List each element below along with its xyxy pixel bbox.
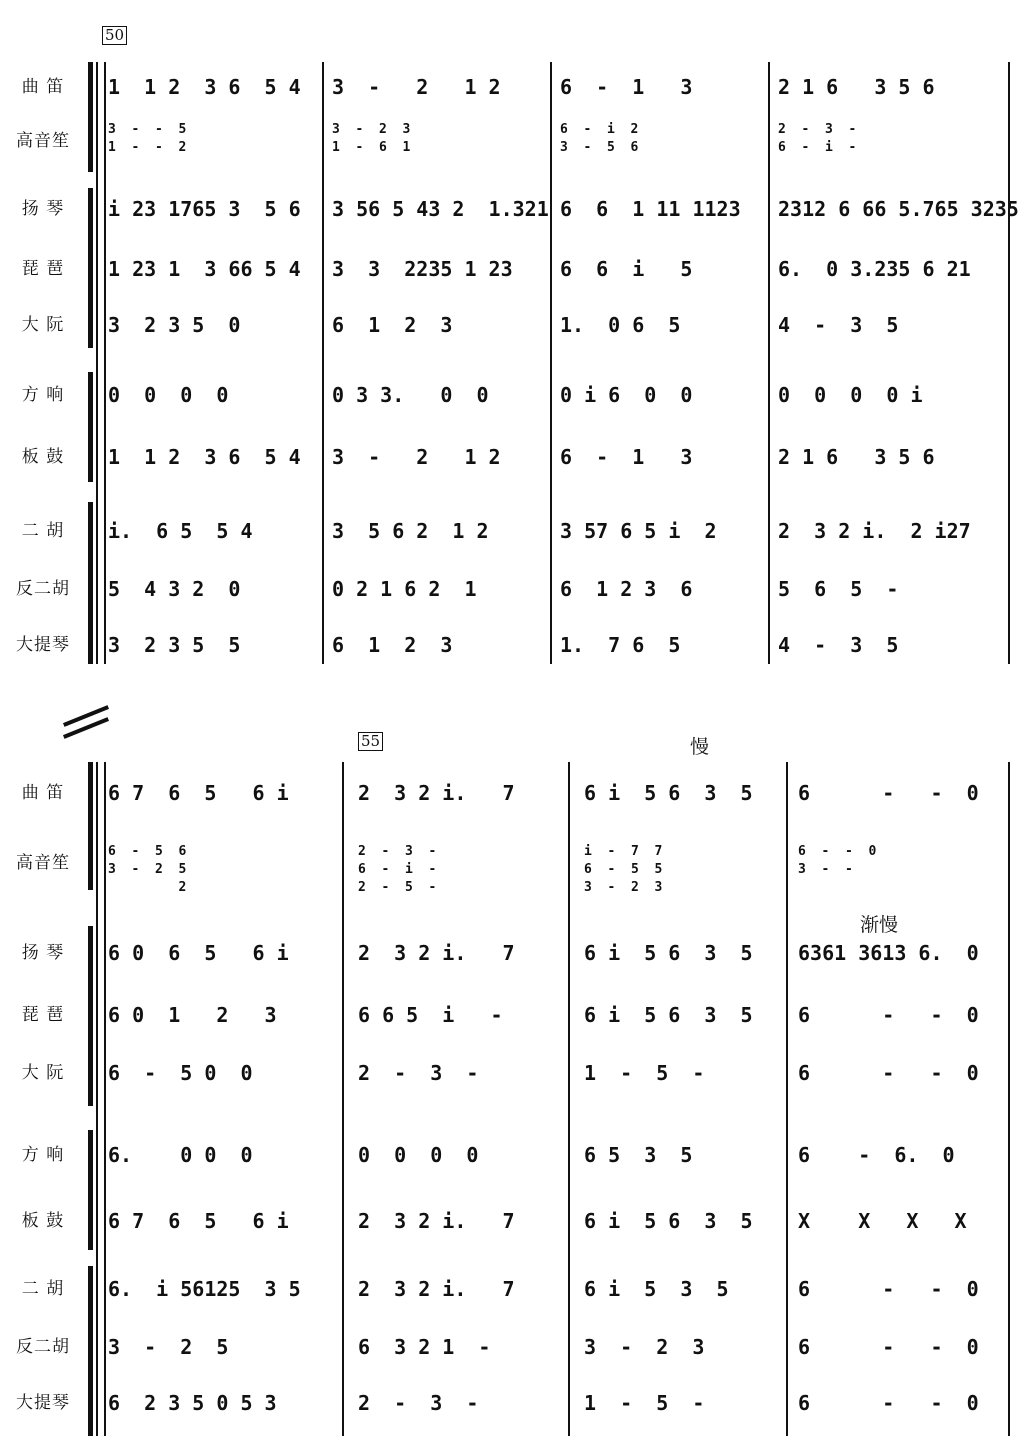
- measure: 3 3 2235 1 23: [332, 257, 513, 281]
- staff-row: [0, 194, 1024, 224]
- measure: 1. 0 6 5: [560, 313, 681, 337]
- measure: 2 3 2 i. 2 i27: [778, 519, 971, 543]
- measure: 0 i 6 0 0: [560, 383, 693, 407]
- measure: 6 - - 0: [798, 781, 979, 805]
- measure: 6 - - 0: [798, 1277, 979, 1301]
- chord-line: 3 - - 5: [108, 122, 187, 137]
- staff-row: [0, 118, 1024, 162]
- staff-row: [0, 574, 1024, 604]
- chord-line: 3 - -: [798, 862, 877, 877]
- measure: 6. 0 3.235 6 21: [778, 257, 971, 281]
- measure: 3 5 6 2 1 2: [332, 519, 489, 543]
- instrument-label: 大 阮: [21, 315, 65, 335]
- measure: 6 i 5 6 3 5: [584, 941, 753, 965]
- chord-line: 6 - - 0: [798, 844, 877, 859]
- chord-line: 2 - 3 -: [778, 122, 857, 137]
- instrument-label: 二 胡: [21, 1279, 65, 1299]
- measure: 5 6 5 -: [778, 577, 899, 601]
- staff-row: [0, 1206, 1024, 1236]
- instrument-label: 大提琴: [16, 1393, 70, 1413]
- chord-line: 6 - 5 5: [584, 862, 663, 877]
- staff-row: [0, 1000, 1024, 1030]
- chord-line: 6 - i -: [778, 140, 857, 155]
- measure: 6 1 2 3 6: [560, 577, 693, 601]
- staff-row: [0, 380, 1024, 410]
- measure: [358, 840, 564, 895]
- measure: 3 - 2 1 2: [332, 75, 501, 99]
- instrument-label: 高音笙: [16, 131, 70, 151]
- measure: 1 - 5 -: [584, 1391, 705, 1415]
- measure: 6 i 5 6 3 5: [584, 1003, 753, 1027]
- measure: 6 - 6. 0: [798, 1143, 955, 1167]
- measure: 3 2 3 5 0: [108, 313, 241, 337]
- measure: 2 3 2 i. 7: [358, 1277, 515, 1301]
- instrument-label: 大 阮: [21, 1063, 65, 1083]
- instrument-label: 大提琴: [16, 635, 70, 655]
- chord-line: 3 - 2 5: [108, 862, 187, 877]
- chord-line: 1 - - 2: [108, 140, 187, 155]
- instrument-label: 扬 琴: [21, 199, 65, 219]
- staff-row: [0, 1140, 1024, 1170]
- measure: 6 i 5 6 3 5: [584, 1209, 753, 1233]
- measure: [560, 118, 764, 162]
- chord-line: 3 - 5 6: [560, 140, 639, 155]
- measure: 6 6 i 5: [560, 257, 693, 281]
- measure: 2 1 6 3 5 6: [778, 75, 935, 99]
- tempo-mark-slow: 慢: [690, 736, 710, 758]
- chord-line: 3 - 2 3: [332, 122, 411, 137]
- measure: 6 - 5 0 0: [108, 1061, 253, 1085]
- measure: 6 - - 0: [798, 1003, 979, 1027]
- chord-line: 6 - i 2: [560, 122, 639, 137]
- instrument-label: 方 响: [21, 385, 65, 405]
- measure: 6 5 3 5: [584, 1143, 693, 1167]
- measure: 1 - 5 -: [584, 1061, 705, 1085]
- measure: 6 0 1 2 3: [108, 1003, 277, 1027]
- measure: [584, 840, 782, 895]
- measure: 0 0 0 0: [358, 1143, 479, 1167]
- measure: 6 3 2 1 -: [358, 1335, 491, 1359]
- measure: 6361 3613 6. 0: [798, 941, 979, 965]
- instrument-label: 琵 琶: [21, 259, 65, 279]
- measure: 5 4 3 2 0: [108, 577, 241, 601]
- measure: 2 3 2 i. 7: [358, 941, 515, 965]
- measure: 2312 6 66 5.765 3235: [778, 197, 1019, 221]
- measure: [332, 118, 546, 162]
- instrument-label: 曲 笛: [21, 77, 65, 97]
- measure: [108, 118, 318, 162]
- measure: 0 2 1 6 2 1: [332, 577, 477, 601]
- measure: 6 6 5 i -: [358, 1003, 503, 1027]
- rehearsal-mark-50: 50: [102, 26, 127, 45]
- measure: 6 0 6 5 6 i: [108, 941, 289, 965]
- measure: [778, 118, 1004, 162]
- measure: 6 2 3 5 0 5 3: [108, 1391, 277, 1415]
- measure: 6 7 6 5 6 i: [108, 1209, 289, 1233]
- instrument-label: 扬 琴: [21, 943, 65, 963]
- measure: 4 - 3 5: [778, 633, 899, 657]
- staff-row: [0, 1274, 1024, 1304]
- staff-row: [0, 310, 1024, 340]
- chord-line: 2: [108, 880, 187, 895]
- staff-row: [0, 72, 1024, 102]
- score-system-bottom: [0, 700, 1024, 1452]
- staff-row: [0, 938, 1024, 968]
- score-system-top: [0, 0, 1024, 690]
- measure: 0 0 0 0: [108, 383, 229, 407]
- measure: 1. 7 6 5: [560, 633, 681, 657]
- chord-line: 2 - 3 -: [358, 844, 437, 859]
- staff-row: [0, 1388, 1024, 1418]
- measure: 1 1 2 3 6 5 4: [108, 75, 301, 99]
- chord-line: 3 - 2 3: [584, 880, 663, 895]
- measure: 6 i 5 3 5: [584, 1277, 729, 1301]
- measure: 2 1 6 3 5 6: [778, 445, 935, 469]
- measure: 1 23 1 3 66 5 4: [108, 257, 301, 281]
- measure: 3 57 6 5 i 2: [560, 519, 717, 543]
- measure: 6 1 2 3: [332, 313, 453, 337]
- measure: 6 7 6 5 6 i: [108, 781, 289, 805]
- chord-line: 1 - 6 1: [332, 140, 411, 155]
- staff-row: [0, 516, 1024, 546]
- staff-row: [0, 1058, 1024, 1088]
- instrument-label: 高音笙: [16, 853, 70, 873]
- measure: 3 - 2 3: [584, 1335, 705, 1359]
- instrument-label: 琵 琶: [21, 1005, 65, 1025]
- measure: 6. i 56125 3 5: [108, 1277, 301, 1301]
- measure: 0 0 0 0 i: [778, 383, 923, 407]
- chord-line: 6 - i -: [358, 862, 437, 877]
- measure: 3 - 2 5: [108, 1335, 229, 1359]
- staff-row: [0, 1332, 1024, 1362]
- measure: 3 56 5 43 2 1.321: [332, 197, 549, 221]
- measure: 2 - 3 -: [358, 1061, 479, 1085]
- measure: X X X X: [798, 1209, 967, 1233]
- measure: 2 - 3 -: [358, 1391, 479, 1415]
- measure: 6 - - 0: [798, 1335, 979, 1359]
- measure: 6 6 1 11 1123: [560, 197, 741, 221]
- measure: i. 6 5 5 4: [108, 519, 253, 543]
- staff-row: [0, 630, 1024, 660]
- staff-row: [0, 840, 1024, 895]
- measure: 6 - - 0: [798, 1061, 979, 1085]
- measure: 6 - - 0: [798, 1391, 979, 1415]
- staff-row: [0, 778, 1024, 808]
- staff-row: [0, 254, 1024, 284]
- measure: 2 3 2 i. 7: [358, 781, 515, 805]
- chord-line: 2 - 5 -: [358, 880, 437, 895]
- instrument-label: 反二胡: [16, 1337, 70, 1357]
- measure: 4 - 3 5: [778, 313, 899, 337]
- measure: [108, 840, 340, 895]
- instrument-label: 板 鼓: [21, 1211, 65, 1231]
- chord-line: 6 - 5 6: [108, 844, 187, 859]
- measure: 1 1 2 3 6 5 4: [108, 445, 301, 469]
- measure: 6 i 5 6 3 5: [584, 781, 753, 805]
- measure: 0 3 3. 0 0: [332, 383, 489, 407]
- tempo-mark-gradually-slower: 渐慢: [860, 914, 899, 936]
- measure: 6 - 1 3: [560, 75, 693, 99]
- staff-row: [0, 442, 1024, 472]
- instrument-label: 方 响: [21, 1145, 65, 1165]
- instrument-label: 反二胡: [16, 579, 70, 599]
- measure: 6 1 2 3: [332, 633, 453, 657]
- measure: [798, 840, 1004, 884]
- measure: i 23 1765 3 5 6: [108, 197, 301, 221]
- measure: 2 3 2 i. 7: [358, 1209, 515, 1233]
- rehearsal-mark-55: 55: [358, 732, 383, 751]
- measure: 3 - 2 1 2: [332, 445, 501, 469]
- chord-line: i - 7 7: [584, 844, 663, 859]
- measure: 6. 0 0 0: [108, 1143, 253, 1167]
- instrument-label: 曲 笛: [21, 783, 65, 803]
- instrument-label: 二 胡: [21, 521, 65, 541]
- measure: 3 2 3 5 5: [108, 633, 241, 657]
- instrument-label: 板 鼓: [21, 447, 65, 467]
- measure: 6 - 1 3: [560, 445, 693, 469]
